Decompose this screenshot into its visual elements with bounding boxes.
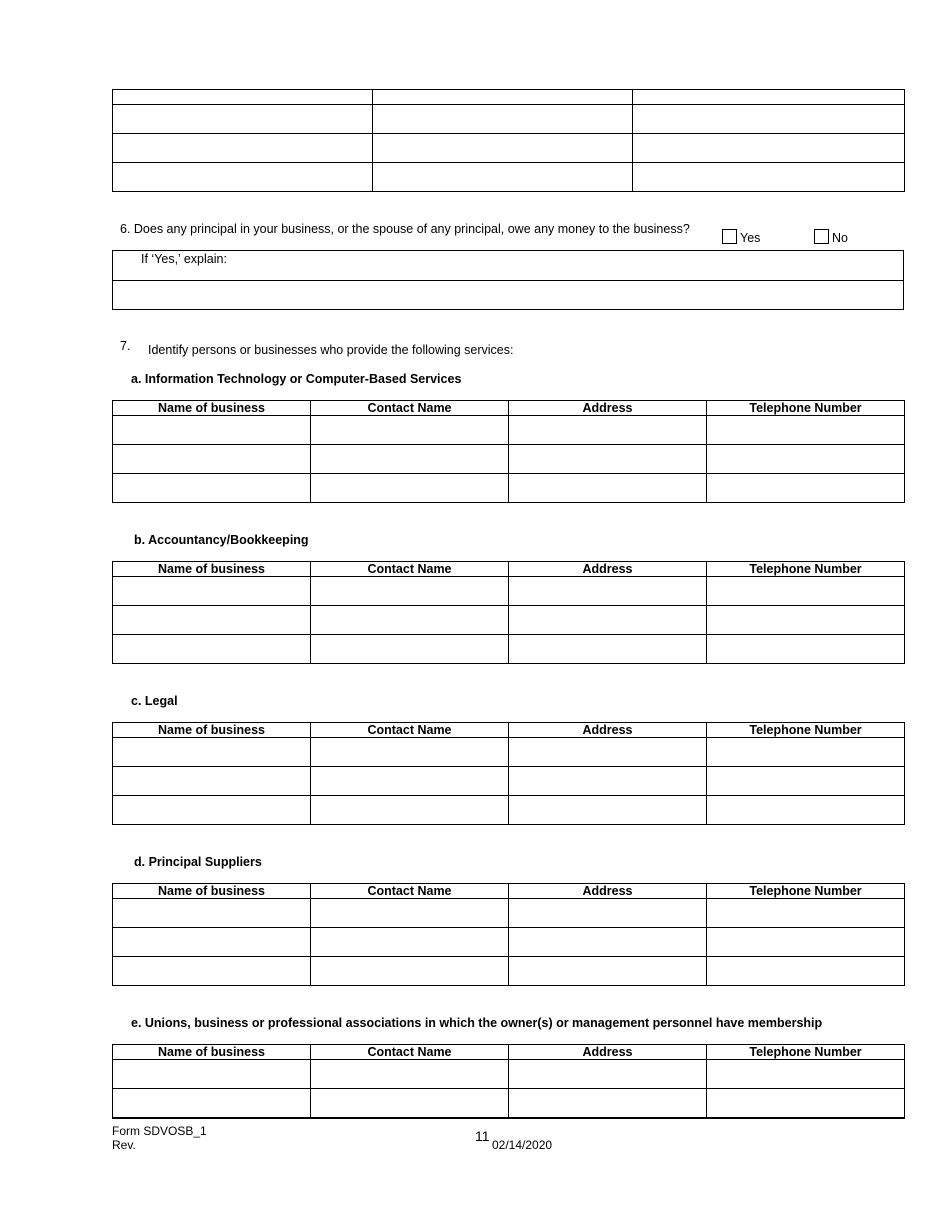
col-header-contact: Contact Name [311, 1045, 509, 1060]
col-header-contact: Contact Name [311, 723, 509, 738]
table-row [113, 635, 905, 664]
no-label: No [832, 231, 848, 245]
col-header-address: Address [509, 562, 707, 577]
rev-label: Rev. [112, 1138, 136, 1152]
col-header-telephone: Telephone Number [707, 1045, 905, 1060]
header-row [113, 562, 905, 577]
col-header-contact: Contact Name [311, 562, 509, 577]
question-7-text: Identify persons or businesses who provide the following services: [148, 343, 514, 357]
explain-field-row-2[interactable] [112, 280, 904, 310]
section-e-heading: e. Unions, business or professional associations in which the owner(s) or management personnel have membership [131, 1016, 823, 1030]
col-header-name: Name of business [113, 884, 311, 899]
col-header-name: Name of business [113, 401, 311, 416]
table-row [113, 606, 905, 635]
section-c-table [112, 722, 905, 825]
header-row [113, 723, 905, 738]
no-checkbox[interactable] [814, 229, 829, 244]
col-header-telephone: Telephone Number [707, 723, 905, 738]
explain-label: If ‘Yes,’ explain: [141, 252, 227, 266]
no-option[interactable] [814, 229, 848, 245]
table-row [113, 796, 905, 825]
col-header-telephone: Telephone Number [707, 401, 905, 416]
header-row [113, 884, 905, 899]
col-header-address: Address [509, 401, 707, 416]
page-number: 11 [475, 1128, 490, 1144]
section-d-table [112, 883, 905, 986]
section-a-table [112, 400, 905, 503]
col-header-telephone: Telephone Number [707, 562, 905, 577]
section-b-heading: b. Accountancy/Bookkeeping [134, 533, 309, 547]
col-header-name: Name of business [113, 562, 311, 577]
table-row [113, 767, 905, 796]
section-c-heading: c. Legal [131, 694, 178, 708]
col-header-contact: Contact Name [311, 401, 509, 416]
question-6-text: 6. Does any principal in your business, or the spouse of any principal, owe any money to the business? [120, 222, 690, 236]
table-row [113, 1089, 905, 1119]
table-row [113, 134, 905, 163]
yes-label: Yes [740, 231, 761, 245]
table-row [113, 899, 905, 928]
table-row [113, 163, 905, 192]
table-row [113, 445, 905, 474]
header-row [113, 401, 905, 416]
section-e-table [112, 1044, 905, 1119]
col-header-name: Name of business [113, 723, 311, 738]
section-b-table [112, 561, 905, 664]
section-d-heading: d. Principal Suppliers [134, 855, 262, 869]
col-header-name: Name of business [113, 1045, 311, 1060]
table-row [113, 1060, 905, 1089]
table-row [113, 738, 905, 767]
question-7-number: 7. [120, 339, 131, 353]
explain-field-row-1[interactable] [112, 250, 904, 281]
form-id: Form SDVOSB_1 [112, 1124, 207, 1138]
header-row [113, 1045, 905, 1060]
revision-date: 02/14/2020 [492, 1138, 553, 1152]
table-row [113, 416, 905, 445]
yes-option[interactable] [722, 229, 760, 245]
col-header-address: Address [509, 723, 707, 738]
section-a-heading: a. Information Technology or Computer-Based Services [131, 372, 462, 386]
col-header-address: Address [509, 1045, 707, 1060]
table-row [113, 577, 905, 606]
col-header-contact: Contact Name [311, 884, 509, 899]
yes-checkbox[interactable] [722, 229, 737, 244]
table-row [113, 105, 905, 134]
col-header-address: Address [509, 884, 707, 899]
table-row [113, 474, 905, 503]
col-header-telephone: Telephone Number [707, 884, 905, 899]
table-row [113, 928, 905, 957]
table-row [113, 957, 905, 986]
table-row [113, 90, 905, 105]
top-continuation-table [112, 89, 905, 192]
